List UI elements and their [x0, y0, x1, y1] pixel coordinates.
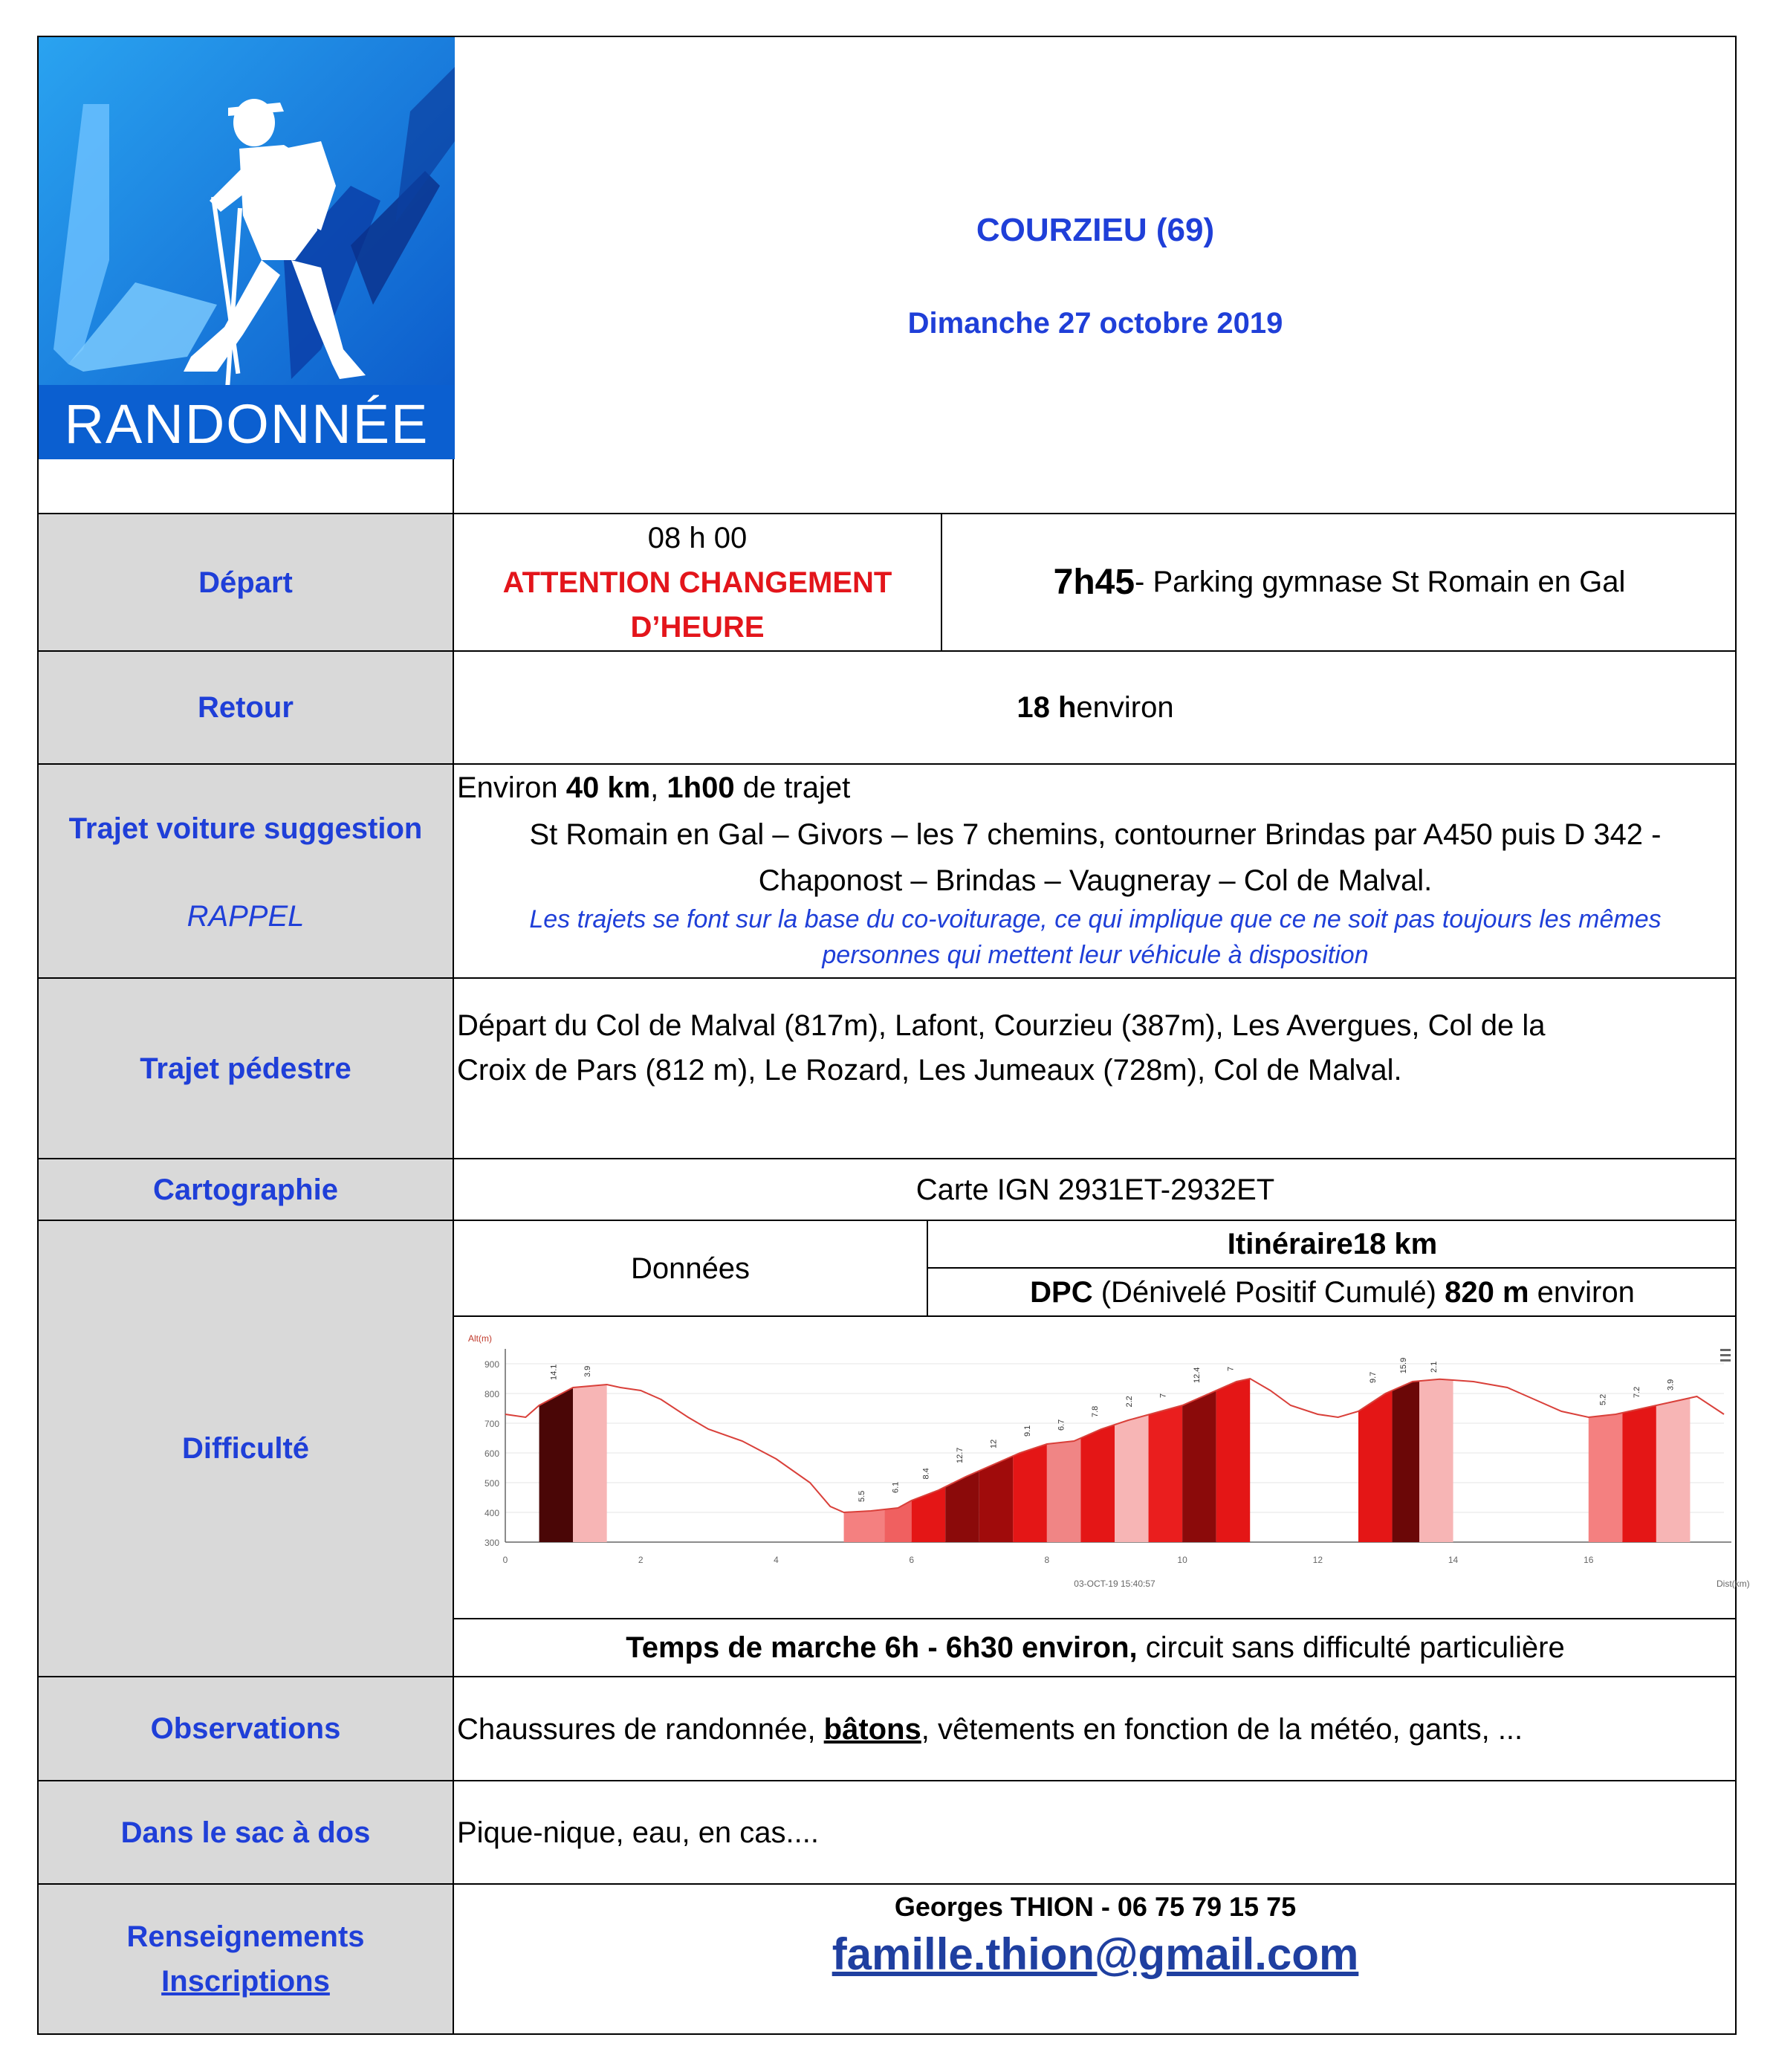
slope-segment [1047, 1438, 1081, 1542]
slope-segment [573, 1385, 607, 1542]
y-tick-label: 400 [484, 1508, 499, 1518]
segment-label: 9.7 [1368, 1371, 1378, 1383]
elevation-chart [457, 1319, 1750, 1616]
segment-label: 3.9 [1666, 1379, 1676, 1390]
dpc-rest: environ [1529, 1275, 1635, 1309]
x-tick-label: 6 [909, 1555, 915, 1565]
slope-segment [844, 1509, 885, 1542]
trajet-voiture-line1 [457, 765, 1735, 810]
dpc-value: 820 m [1445, 1275, 1529, 1309]
temps-marche-rest: circuit sans difficulté particulière [1137, 1631, 1565, 1664]
label-rappel: RAPPEL [187, 900, 305, 933]
meeting-point [942, 514, 1737, 650]
x-tick-label: 0 [502, 1555, 508, 1565]
covoiturage-note2: personnes qui mettent leur véhicule à disposition [822, 941, 1369, 969]
segment-label: 9.1 [1023, 1425, 1033, 1437]
x-tick-label: 2 [638, 1555, 644, 1565]
x-tick-label: 16 [1584, 1555, 1594, 1565]
segment-label: 2.2 [1124, 1396, 1134, 1408]
y-tick-label: 300 [484, 1538, 499, 1548]
donnees: Données [630, 1252, 751, 1285]
contact: Georges THION - 06 75 79 15 75 [894, 1891, 1297, 1922]
slope-segment [1115, 1415, 1149, 1543]
segment-label: 12.7 [956, 1447, 965, 1463]
segment-label: 15.9 [1398, 1357, 1408, 1374]
depart-time: 08 h 00 [647, 521, 748, 554]
segment-label: 8.4 [921, 1468, 931, 1480]
segment-label: 7 [1158, 1393, 1168, 1398]
slope-segment [1419, 1379, 1453, 1542]
email[interactable]: famille.thion@gmail.com [832, 1929, 1359, 1979]
retour-value [454, 652, 1737, 763]
duration: 1h00 [667, 771, 735, 804]
batons: bâtons [823, 1713, 921, 1746]
depart-time-block [454, 514, 941, 650]
label-retour: Retour [198, 691, 294, 724]
menu-icon [1720, 1359, 1731, 1362]
sac-text: Pique-nique, eau, en cas.... [457, 1816, 819, 1849]
slope-segment [1149, 1405, 1183, 1542]
x-tick-label: 12 [1312, 1555, 1323, 1565]
logo [39, 37, 455, 459]
temps-marche [454, 1619, 1737, 1676]
segment-label: 6.7 [1057, 1419, 1066, 1431]
label-trajet-pedestre: Trajet pédestre [140, 1052, 351, 1085]
segment-label: 14.1 [549, 1364, 559, 1380]
email-link[interactable] [454, 1929, 1737, 1988]
slope-segment [884, 1500, 911, 1542]
dpc [928, 1269, 1737, 1315]
itineraire-distance: 18 km [1352, 1228, 1438, 1260]
y-tick-label: 500 [484, 1478, 499, 1489]
warning-line1: ATTENTION CHANGEMENT [502, 566, 892, 599]
slope-segment [1358, 1390, 1393, 1542]
segment-label: 7.2 [1633, 1386, 1642, 1398]
slope-segment [945, 1471, 979, 1542]
slope-segment [912, 1487, 946, 1543]
pedestre-line1: Départ du Col de Malval (817m), Lafont, Courzieu (387m), Les Avergues, Col de la [457, 1009, 1546, 1042]
slope-segment [1656, 1398, 1691, 1542]
slope-segment [1393, 1381, 1419, 1542]
x-axis-label: Dist(km) [1717, 1579, 1750, 1589]
route-line1: St Romain en Gal – Givors – les 7 chemins, contourner Brindas par A450 puis D 342 - [529, 818, 1662, 851]
y-tick-label: 600 [484, 1448, 499, 1459]
segment-label: 5.2 [1598, 1393, 1608, 1405]
segment-label: 6.1 [891, 1481, 901, 1493]
label-observations: Observations [150, 1712, 341, 1745]
slope-segment [539, 1388, 574, 1542]
text: de trajet [734, 771, 851, 804]
text: , [650, 771, 667, 804]
dpc-label: DPC [1030, 1275, 1093, 1309]
segment-label: 7 [1226, 1366, 1236, 1371]
segment-label: 5.5 [857, 1490, 866, 1502]
observations-text [457, 1707, 1735, 1752]
dpc-desc: (Dénivelé Positif Cumulé) [1092, 1275, 1445, 1309]
slope-segment [1182, 1390, 1216, 1542]
event-date: Dimanche 27 octobre 2019 [907, 306, 1283, 340]
chart-timestamp: 03-OCT-19 15:40:57 [1074, 1579, 1155, 1589]
segment-label: 7.8 [1091, 1405, 1101, 1417]
x-tick-label: 10 [1177, 1555, 1187, 1565]
covoiturage-note1: Les trajets se font sur la base du co-voiturage, ce qui implique que ce ne soit pas toujours les mêmes [529, 905, 1662, 933]
logo-text: RANDONNÉE [64, 392, 430, 455]
retour-rest: environ [1076, 691, 1174, 724]
label-difficulte: Difficulté [181, 1432, 310, 1465]
label-depart: Départ [198, 566, 293, 599]
event-place: COURZIEU (69) [976, 212, 1215, 248]
segment-label: 12 [989, 1439, 999, 1448]
slope-segment [1589, 1413, 1623, 1542]
carte-ign: Carte IGN 2931ET-2932ET [915, 1173, 1275, 1206]
retour-time: 18 h [1017, 691, 1077, 724]
warning-line2: D’HEURE [630, 610, 765, 644]
y-tick-label: 800 [484, 1389, 499, 1399]
inscriptions-link[interactable]: Inscriptions [161, 1965, 330, 1998]
text: , vêtements en fonction de la météo, gants, ... [921, 1713, 1523, 1746]
label-renseignements [39, 1885, 453, 2033]
menu-icon [1720, 1349, 1731, 1351]
y-axis-label: Alt(m) [468, 1333, 492, 1344]
label-sac: Dans le sac à dos [120, 1816, 371, 1849]
y-tick-label: 700 [484, 1419, 499, 1429]
route-line2: Chaponost – Brindas – Vaugneray – Col de Malval. [758, 864, 1433, 897]
pedestre-line2: Croix de Pars (812 m), Le Rozard, Les Jumeaux (728m), Col de Malval. [457, 1054, 1402, 1087]
meet-time: 7h45 [1053, 563, 1135, 602]
y-tick-label: 900 [484, 1359, 499, 1370]
text: Chaussures de randonnée, [457, 1713, 824, 1746]
itineraire [928, 1221, 1737, 1267]
segment-label: 3.9 [583, 1365, 592, 1377]
slope-segment [1013, 1444, 1047, 1542]
label-trajet-voiture: Trajet voiture suggestion [68, 812, 423, 845]
renseignements: Renseignements [126, 1920, 365, 1953]
segment-label: 12.4 [1192, 1367, 1202, 1383]
itineraire-label: Itinéraire [1227, 1228, 1353, 1260]
slope-segment [1080, 1425, 1115, 1542]
segment-label: 2.1 [1429, 1361, 1439, 1373]
temps-marche-bold: Temps de marche 6h - 6h30 environ, [626, 1631, 1138, 1664]
menu-icon [1720, 1354, 1731, 1356]
meet-place: - Parking gymnase St Romain en Gal [1135, 566, 1626, 598]
text: Environ [457, 771, 566, 804]
x-tick-label: 8 [1044, 1555, 1050, 1565]
slope-segment [1622, 1405, 1656, 1542]
x-tick-label: 14 [1448, 1555, 1459, 1565]
distance: 40 km [565, 771, 651, 804]
label-cartographie: Cartographie [153, 1173, 338, 1206]
slope-segment [1216, 1379, 1251, 1542]
elevation-profile-chart [457, 1319, 1750, 1616]
x-tick-label: 4 [774, 1555, 779, 1565]
